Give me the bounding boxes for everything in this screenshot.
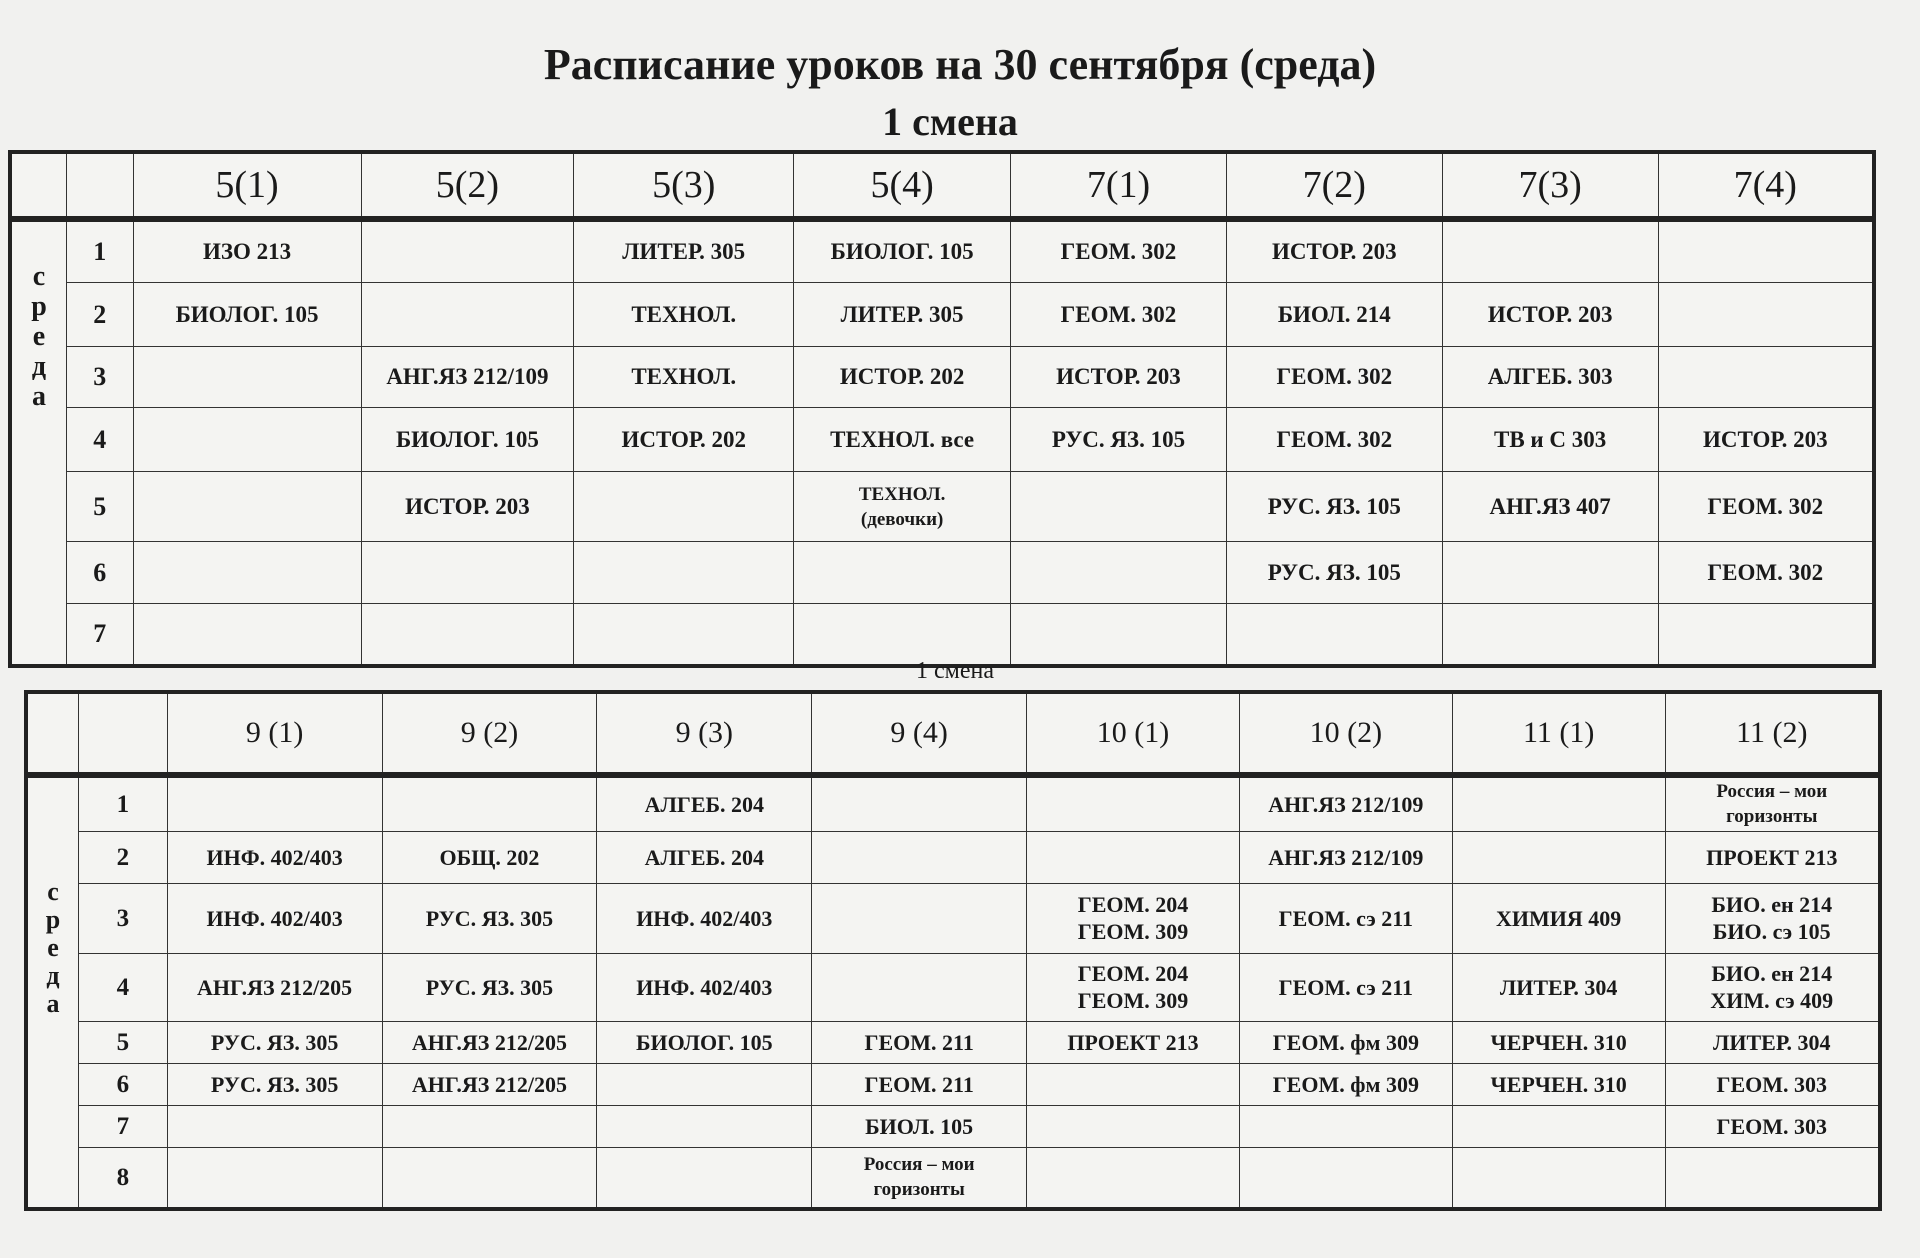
lesson-number: 3 xyxy=(78,883,167,953)
table-row xyxy=(26,953,1880,1021)
lesson-cell xyxy=(1658,347,1874,408)
lesson-cell: ЧЕРЧЕН. 310 xyxy=(1452,1063,1665,1105)
class-header: 7(4) xyxy=(1658,152,1874,219)
class-header: 5(2) xyxy=(361,152,574,219)
lesson-cell xyxy=(794,542,1011,604)
lesson-cell xyxy=(812,831,1027,883)
lesson-cell: ТЕХНОЛ. xyxy=(574,347,794,408)
lesson-cell: АНГ.ЯЗ 212/205 xyxy=(382,1063,597,1105)
lesson-cell: БИОЛОГ. 105 xyxy=(794,219,1011,283)
lesson-cell: БИОЛ. 214 xyxy=(1226,283,1442,347)
lesson-number: 6 xyxy=(66,542,133,604)
lesson-cell xyxy=(597,1105,812,1147)
lesson-cell: РУС. ЯЗ. 105 xyxy=(1011,408,1227,472)
lesson-cell xyxy=(1027,831,1240,883)
lesson-cell xyxy=(133,408,361,472)
lesson-cell: РУС. ЯЗ. 105 xyxy=(1226,472,1442,542)
lesson-cell: ЛИТЕР. 304 xyxy=(1452,953,1665,1021)
lesson-cell: РУС. ЯЗ. 105 xyxy=(1226,542,1442,604)
lesson-cell xyxy=(382,775,597,831)
lesson-line: ГЕОМ. 204 xyxy=(1077,961,1189,986)
lesson-cell: ИНФ. 402/403 xyxy=(597,883,812,953)
table-row xyxy=(26,1105,1880,1147)
lesson-cell xyxy=(361,283,574,347)
day-label: с р е д а xyxy=(26,775,78,1209)
lesson-number: 1 xyxy=(66,219,133,283)
lesson-line: БИО. ен 214 xyxy=(1711,961,1833,986)
table-header-row xyxy=(26,692,1880,775)
lesson-cell: ЛИТЕР. 304 xyxy=(1665,1021,1880,1063)
lesson-cell: ИЗО 213 xyxy=(133,219,361,283)
class-header: 7(1) xyxy=(1011,152,1227,219)
lesson-cell xyxy=(794,472,1011,542)
table-header-row xyxy=(10,152,1874,219)
lesson-cell: БИОЛОГ. 105 xyxy=(133,283,361,347)
lesson-number: 5 xyxy=(66,472,133,542)
lesson-line: ГЕОМ. 309 xyxy=(1077,988,1189,1013)
lesson-number: 1 xyxy=(78,775,167,831)
table-row xyxy=(26,775,1880,831)
lesson-cell xyxy=(1239,1147,1452,1209)
lesson-cell xyxy=(1658,219,1874,283)
lesson-cell: ГЕОМ. 211 xyxy=(812,1063,1027,1105)
lesson-cell: АНГ.ЯЗ 212/109 xyxy=(1239,831,1452,883)
class-header: 9 (1) xyxy=(167,692,382,775)
lesson-cell: БИОЛ. 105 xyxy=(812,1105,1027,1147)
class-header: 11 (2) xyxy=(1665,692,1880,775)
lesson-cell: ИНФ. 402/403 xyxy=(167,883,382,953)
schedule-table-grades-5-7 xyxy=(8,150,1876,668)
table-row xyxy=(10,472,1874,542)
lesson-number: 8 xyxy=(78,1147,167,1209)
lesson-cell: ГЕОМ. 302 xyxy=(1226,408,1442,472)
table-row xyxy=(26,1021,1880,1063)
lesson-cell: ИСТОР. 203 xyxy=(1011,347,1227,408)
table-row xyxy=(26,831,1880,883)
class-header: 7(2) xyxy=(1226,152,1442,219)
lesson-cell xyxy=(1027,953,1240,1021)
lesson-cell: ГЕОМ. сэ 211 xyxy=(1239,883,1452,953)
class-header: 5(1) xyxy=(133,152,361,219)
lesson-cell: ТЕХНОЛ. все xyxy=(794,408,1011,472)
lesson-line: Россия – мои xyxy=(863,1154,975,1176)
lesson-cell xyxy=(812,775,1027,831)
lesson-cell: ГЕОМ. 303 xyxy=(1665,1063,1880,1105)
class-header: 10 (2) xyxy=(1239,692,1452,775)
day-label: с р е д а xyxy=(10,219,66,666)
header-blank-cell xyxy=(26,692,78,775)
lesson-cell xyxy=(1442,219,1658,283)
lesson-cell: АНГ.ЯЗ 212/109 xyxy=(361,347,574,408)
table-row xyxy=(26,1063,1880,1105)
lesson-cell xyxy=(1665,1147,1880,1209)
table-row xyxy=(26,883,1880,953)
lesson-cell: ПРОЕКТ 213 xyxy=(1027,1021,1240,1063)
lesson-cell: АНГ.ЯЗ 407 xyxy=(1442,472,1658,542)
table-row xyxy=(10,283,1874,347)
lesson-cell xyxy=(1665,775,1880,831)
lesson-cell xyxy=(574,472,794,542)
lesson-cell: РУС. ЯЗ. 305 xyxy=(382,953,597,1021)
lesson-cell xyxy=(1011,542,1227,604)
header-blank-cell xyxy=(78,692,167,775)
lesson-cell: ИСТОР. 202 xyxy=(574,408,794,472)
lesson-cell: ГЕОМ. 302 xyxy=(1011,219,1227,283)
lesson-number: 2 xyxy=(66,283,133,347)
lesson-cell xyxy=(1027,883,1240,953)
lesson-number: 3 xyxy=(66,347,133,408)
lesson-cell: ОБЩ. 202 xyxy=(382,831,597,883)
lesson-cell: АЛГЕБ. 204 xyxy=(597,775,812,831)
lesson-cell: ИНФ. 402/403 xyxy=(167,831,382,883)
lesson-cell xyxy=(133,472,361,542)
class-header: 9 (2) xyxy=(382,692,597,775)
lesson-cell: АЛГЕБ. 303 xyxy=(1442,347,1658,408)
lesson-cell xyxy=(1452,1147,1665,1209)
class-header: 9 (4) xyxy=(812,692,1027,775)
shift-label-top: 1 смена xyxy=(882,99,1018,144)
lesson-cell: ЛИТЕР. 305 xyxy=(574,219,794,283)
table-row xyxy=(10,408,1874,472)
lesson-number: 4 xyxy=(66,408,133,472)
lesson-cell: БИОЛОГ. 105 xyxy=(597,1021,812,1063)
lesson-cell xyxy=(167,775,382,831)
lesson-line: Россия – мои xyxy=(1716,781,1828,803)
lesson-cell xyxy=(1665,953,1880,1021)
lesson-cell xyxy=(597,1063,812,1105)
lesson-line: БИО. сэ 105 xyxy=(1712,919,1831,944)
lesson-cell xyxy=(133,347,361,408)
lesson-cell: ИСТОР. 202 xyxy=(794,347,1011,408)
schedule-table-grades-9-11 xyxy=(24,690,1882,1211)
lesson-cell: ИНФ. 402/403 xyxy=(597,953,812,1021)
class-header: 9 (3) xyxy=(597,692,812,775)
lesson-line: БИО. ен 214 xyxy=(1711,892,1833,917)
lesson-cell xyxy=(167,1105,382,1147)
lesson-line: ГЕОМ. 204 xyxy=(1077,892,1189,917)
lesson-cell: ИСТОР. 203 xyxy=(1658,408,1874,472)
lesson-cell xyxy=(1027,1105,1240,1147)
lesson-cell: ЧЕРЧЕН. 310 xyxy=(1452,1021,1665,1063)
lesson-cell: ПРОЕКТ 213 xyxy=(1665,831,1880,883)
lesson-number: 5 xyxy=(78,1021,167,1063)
lesson-cell: ГЕОМ. 211 xyxy=(812,1021,1027,1063)
lesson-cell: ИСТОР. 203 xyxy=(361,472,574,542)
lesson-number: 7 xyxy=(78,1105,167,1147)
lesson-cell: ТВ и С 303 xyxy=(1442,408,1658,472)
table-row xyxy=(10,542,1874,604)
class-header: 5(4) xyxy=(794,152,1011,219)
lesson-cell xyxy=(812,953,1027,1021)
header-blank-cell xyxy=(10,152,66,219)
lesson-cell: РУС. ЯЗ. 305 xyxy=(167,1021,382,1063)
lesson-cell: БИОЛОГ. 105 xyxy=(361,408,574,472)
lesson-cell: ГЕОМ. 302 xyxy=(1226,347,1442,408)
table-row xyxy=(26,1147,1880,1209)
lesson-cell: РУС. ЯЗ. 305 xyxy=(167,1063,382,1105)
lesson-cell: АНГ.ЯЗ 212/205 xyxy=(382,1021,597,1063)
lesson-line: горизонты xyxy=(873,1179,965,1201)
shift-label-middle: 1 смена xyxy=(916,658,994,684)
lesson-cell xyxy=(1027,1147,1240,1209)
lesson-cell xyxy=(1027,775,1240,831)
lesson-cell xyxy=(167,1147,382,1209)
lesson-number: 2 xyxy=(78,831,167,883)
lesson-cell xyxy=(1452,1105,1665,1147)
lesson-cell: ГЕОМ. фм 309 xyxy=(1239,1021,1452,1063)
class-header: 7(3) xyxy=(1442,152,1658,219)
lesson-cell: ИСТОР. 203 xyxy=(1442,283,1658,347)
lesson-cell xyxy=(1442,542,1658,604)
lesson-cell: АНГ.ЯЗ 212/205 xyxy=(167,953,382,1021)
lesson-cell xyxy=(382,1105,597,1147)
lesson-cell xyxy=(361,219,574,283)
lesson-number: 6 xyxy=(78,1063,167,1105)
lesson-cell: ГЕОМ. 302 xyxy=(1658,542,1874,604)
lesson-cell xyxy=(1011,472,1227,542)
lesson-cell xyxy=(361,542,574,604)
lesson-line: ТЕХНОЛ. xyxy=(858,483,946,505)
page-title: Расписание уроков на 30 сентября (среда) xyxy=(543,40,1377,89)
table-row xyxy=(10,219,1874,283)
lesson-cell xyxy=(1665,883,1880,953)
table-row xyxy=(10,347,1874,408)
lesson-cell xyxy=(812,883,1027,953)
lesson-line: (девочки) xyxy=(860,508,944,530)
lesson-cell xyxy=(1452,831,1665,883)
lesson-cell xyxy=(1027,1063,1240,1105)
lesson-cell: ИСТОР. 203 xyxy=(1226,219,1442,283)
lesson-cell: РУС. ЯЗ. 305 xyxy=(382,883,597,953)
lesson-line: ХИМ. сэ 409 xyxy=(1710,988,1834,1013)
lesson-cell xyxy=(812,1147,1027,1209)
lesson-cell: ЛИТЕР. 305 xyxy=(794,283,1011,347)
class-header: 5(3) xyxy=(574,152,794,219)
class-header: 10 (1) xyxy=(1027,692,1240,775)
lesson-cell xyxy=(382,1147,597,1209)
lesson-cell: ХИМИЯ 409 xyxy=(1452,883,1665,953)
class-header: 11 (1) xyxy=(1452,692,1665,775)
lesson-number: 7 xyxy=(66,604,133,667)
lesson-cell xyxy=(133,542,361,604)
lesson-cell xyxy=(1452,775,1665,831)
lesson-cell: ГЕОМ. фм 309 xyxy=(1239,1063,1452,1105)
lesson-cell xyxy=(1658,283,1874,347)
lesson-number: 4 xyxy=(78,953,167,1021)
lesson-cell: ГЕОМ. 302 xyxy=(1658,472,1874,542)
lesson-cell xyxy=(574,542,794,604)
header-blank-cell xyxy=(66,152,133,219)
lesson-cell: ГЕОМ. 302 xyxy=(1011,283,1227,347)
lesson-line: ГЕОМ. 309 xyxy=(1077,919,1189,944)
lesson-cell: АНГ.ЯЗ 212/109 xyxy=(1239,775,1452,831)
lesson-cell xyxy=(1239,1105,1452,1147)
lesson-cell: АЛГЕБ. 204 xyxy=(597,831,812,883)
lesson-cell: ГЕОМ. сэ 211 xyxy=(1239,953,1452,1021)
lesson-cell: ГЕОМ. 303 xyxy=(1665,1105,1880,1147)
lesson-cell: ТЕХНОЛ. xyxy=(574,283,794,347)
lesson-cell xyxy=(597,1147,812,1209)
lesson-line: горизонты xyxy=(1726,806,1818,828)
